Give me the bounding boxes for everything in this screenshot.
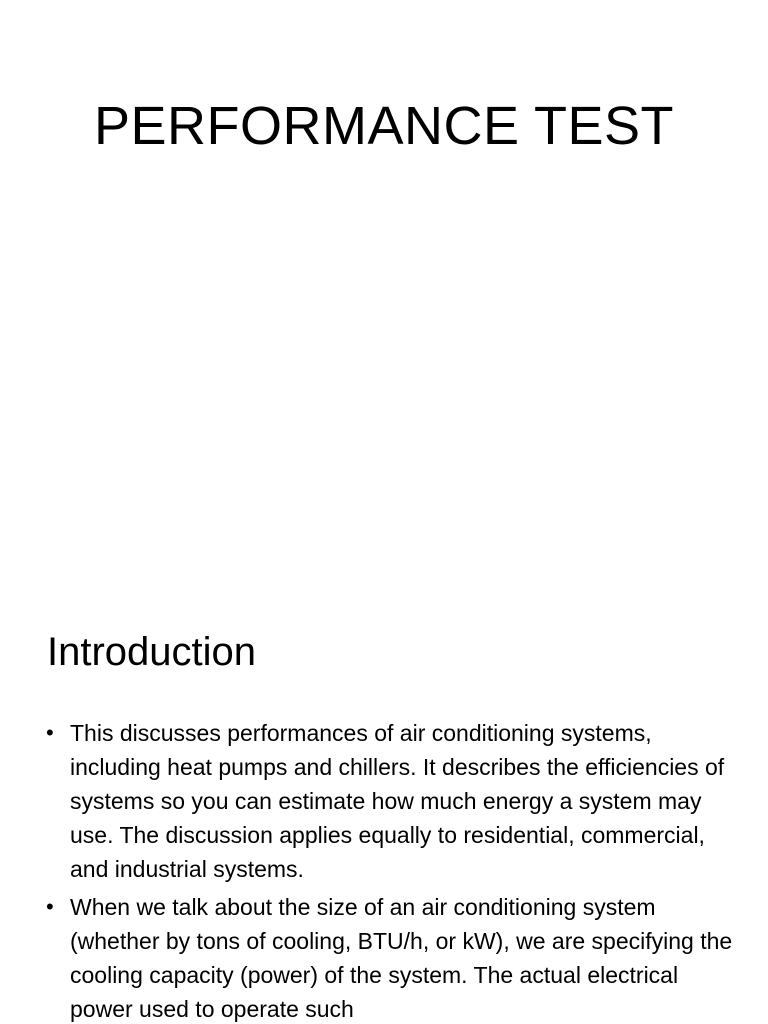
bullet-item [46, 890, 736, 1024]
bullet-icon: • [46, 720, 54, 745]
slide-title: PERFORMANCE TEST [93, 96, 675, 156]
bullet-item [46, 716, 736, 886]
bullet-list [46, 716, 736, 1024]
bullet-text: This discusses performances of air conditioning systems, including heat pumps and chillers. It describes the efficiencies of systems so you can estimate how much energy a system may use. The discussion applies equally to residential, commercial, and industrial systems. [70, 720, 725, 882]
bullet-text: When we talk about the size of an air conditioning system (whether by tons of cooling, BTU/h, or kW), we are specifying the cooling capacity (power) of the system. The actual electrical power used to operate such [70, 894, 733, 1022]
slide-heading: Introduction [47, 630, 257, 674]
bullet-icon: • [46, 894, 54, 919]
content-slide [0, 576, 768, 1024]
